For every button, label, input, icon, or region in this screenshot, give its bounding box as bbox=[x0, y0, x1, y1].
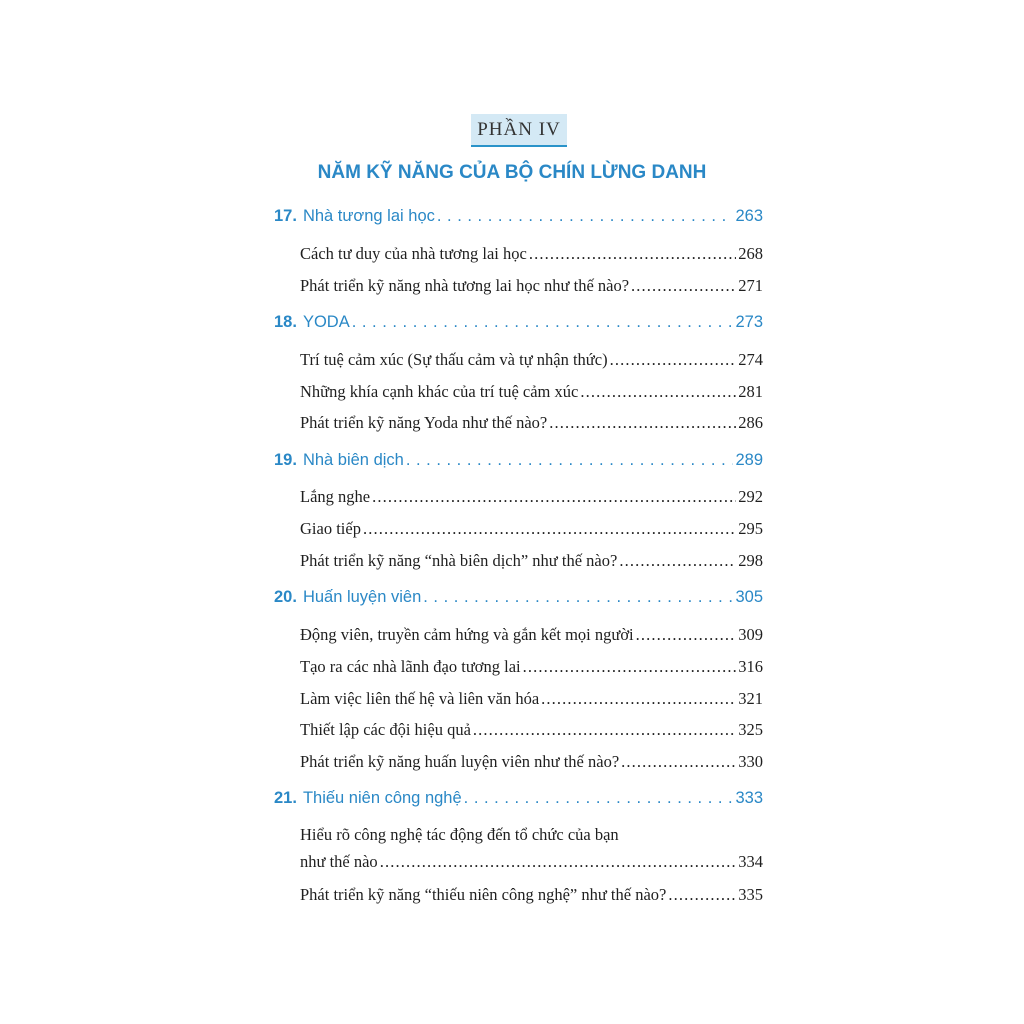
toc-section[interactable] bbox=[300, 720, 763, 740]
section-page: 316 bbox=[738, 657, 763, 676]
toc-section[interactable] bbox=[300, 551, 763, 571]
toc-section[interactable] bbox=[300, 885, 763, 905]
toc-section[interactable] bbox=[300, 382, 763, 402]
chapter-number: 19. bbox=[274, 451, 297, 469]
leader-dots bbox=[529, 244, 736, 264]
leader-dots bbox=[380, 852, 737, 872]
chapter-page: 263 bbox=[735, 207, 763, 225]
chapter-page: 333 bbox=[735, 789, 763, 807]
toc-section[interactable] bbox=[300, 657, 763, 677]
chapter-page: 305 bbox=[735, 588, 763, 606]
toc-section[interactable] bbox=[300, 276, 763, 296]
toc-chapter-20[interactable] bbox=[274, 588, 763, 607]
section-title: Làm việc liên thế hệ và liên văn hóa bbox=[300, 689, 540, 708]
section-page: 286 bbox=[738, 413, 763, 432]
section-page: 271 bbox=[738, 276, 763, 295]
leader-dots bbox=[372, 487, 736, 507]
section-title: Phát triển kỹ năng huấn luyện viên như thế nào? bbox=[300, 752, 620, 771]
section-title: như thế nào bbox=[300, 852, 378, 871]
toc-section[interactable] bbox=[300, 519, 763, 539]
chapter-number: 18. bbox=[274, 313, 297, 331]
section-page: 298 bbox=[738, 551, 763, 570]
section-page: 335 bbox=[738, 885, 763, 904]
leader-dots bbox=[541, 689, 736, 709]
section-title: Giao tiếp bbox=[300, 519, 361, 538]
toc-section[interactable] bbox=[300, 852, 763, 872]
chapter-title: Nhà tương lai học bbox=[302, 207, 435, 225]
toc-chapter-17[interactable] bbox=[274, 207, 763, 226]
section-page: 325 bbox=[738, 720, 763, 739]
section-page: 295 bbox=[738, 519, 763, 538]
leader-dots bbox=[473, 720, 736, 740]
section-title: Phát triển kỹ năng “thiếu niên công nghệ” như thế nào? bbox=[300, 885, 667, 904]
section-title: Phát triển kỹ năng nhà tương lai học như thế nào? bbox=[300, 276, 630, 295]
section-page: 292 bbox=[738, 487, 763, 506]
chapter-number: 21. bbox=[274, 789, 297, 807]
section-title: Phát triển kỹ năng “nhà biên dịch” như thế nào? bbox=[300, 551, 618, 570]
chapter-title: Thiếu niên công nghệ bbox=[302, 789, 462, 807]
chapter-number: 17. bbox=[274, 207, 297, 225]
section-page: 330 bbox=[738, 752, 763, 771]
section-title: Những khía cạnh khác của trí tuệ cảm xúc bbox=[300, 382, 579, 401]
toc-section[interactable] bbox=[300, 244, 763, 264]
toc-chapter-21[interactable] bbox=[274, 789, 763, 808]
chapter-title: YODA bbox=[302, 313, 350, 331]
leader-dots bbox=[406, 451, 734, 470]
part-title: NĂM KỸ NĂNG CỦA BỘ CHÍN LỪNG DANH bbox=[317, 162, 707, 183]
chapter-page: 289 bbox=[735, 451, 763, 469]
section-title-line1: Hiểu rõ công nghệ tác động đến tổ chức của bạn bbox=[300, 825, 619, 844]
leader-dots bbox=[464, 789, 734, 808]
section-title: Tạo ra các nhà lãnh đạo tương lai bbox=[300, 657, 521, 676]
toc-section[interactable] bbox=[300, 487, 763, 507]
leader-dots bbox=[580, 382, 736, 402]
section-page: 274 bbox=[738, 350, 763, 369]
toc-section[interactable] bbox=[300, 752, 763, 772]
toc-chapter-19[interactable] bbox=[274, 451, 763, 470]
leader-dots bbox=[631, 276, 736, 296]
toc-section[interactable] bbox=[300, 350, 763, 370]
section-page: 268 bbox=[738, 244, 763, 263]
toc-chapter-18[interactable] bbox=[274, 313, 763, 332]
chapter-page: 273 bbox=[735, 313, 763, 331]
section-page: 321 bbox=[738, 689, 763, 708]
section-page: 334 bbox=[738, 852, 763, 871]
chapter-title: Nhà biên dịch bbox=[302, 451, 404, 469]
part-label: PHẦN IV bbox=[477, 118, 561, 140]
section-page: 309 bbox=[738, 625, 763, 644]
section-title: Cách tư duy của nhà tương lai học bbox=[300, 244, 527, 263]
toc-section[interactable] bbox=[300, 413, 763, 433]
leader-dots bbox=[610, 350, 737, 370]
leader-dots bbox=[619, 551, 736, 571]
leader-dots bbox=[523, 657, 737, 677]
section-page: 281 bbox=[738, 382, 763, 401]
section-title: Phát triển kỹ năng Yoda như thế nào? bbox=[300, 413, 548, 432]
toc-section[interactable] bbox=[300, 625, 763, 645]
leader-dots bbox=[423, 588, 733, 607]
chapter-title: Huấn luyện viên bbox=[302, 588, 422, 606]
leader-dots bbox=[549, 413, 736, 433]
leader-dots bbox=[352, 313, 734, 332]
leader-dots bbox=[636, 625, 737, 645]
section-title: Thiết lập các đội hiệu quả bbox=[300, 720, 471, 739]
section-title: Lắng nghe bbox=[300, 487, 371, 506]
section-title: Động viên, truyền cảm hứng và gắn kết mọi người bbox=[300, 625, 634, 644]
leader-dots bbox=[668, 885, 736, 905]
section-title: Trí tuệ cảm xúc (Sự thấu cảm và tự nhận thức) bbox=[300, 350, 608, 369]
chapter-number: 20. bbox=[274, 588, 297, 606]
leader-dots bbox=[363, 519, 736, 539]
toc-section[interactable] bbox=[300, 689, 763, 709]
leader-dots bbox=[621, 752, 736, 772]
leader-dots bbox=[437, 207, 734, 226]
